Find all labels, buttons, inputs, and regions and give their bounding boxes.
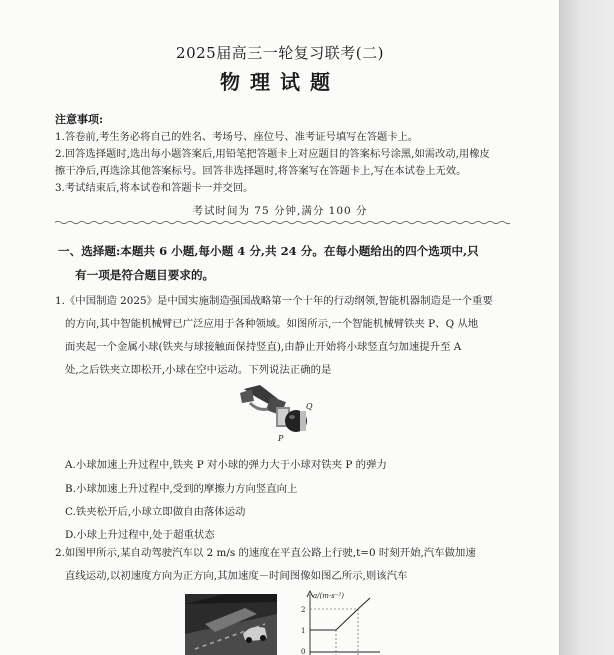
graph-ytick: 1 [301, 627, 306, 635]
question-2-line: 直线运动,以初速度方向为正方向,其加速度－时间图像如图乙所示,则该汽车 [65, 570, 408, 582]
question-1-line: 的方向,其中智能机械臂已广泛应用于各种领域。如图所示,一个智能机械臂铁夹 P、Q 从地 [65, 318, 479, 330]
graph-ylabel: a/(m·s⁻²) [313, 592, 344, 600]
graph-ytick: 0 [301, 648, 306, 655]
robot-arm-figure [238, 381, 318, 451]
wavy-divider [55, 220, 510, 225]
question-1-line: 1.《中国制造 2025》是中国实施制造强国战略第一个十年的行动纲领,智能机器制造是一个重要 [55, 295, 493, 307]
note-line: 擦干净后,再选涂其他答案标号。回答非选择题时,将答案写在答题卡上,写在本试卷上无效。 [55, 165, 467, 177]
option-b: B.小球加速上升过程中,受到的摩擦力方向竖直向上 [65, 483, 298, 495]
note-line: 1.答卷前,考生务必将自己的姓名、考场号、座位号、准考证号填写在答题卡上。 [55, 131, 419, 143]
page-edge [560, 0, 614, 655]
acceleration-time-graph [290, 588, 380, 655]
car-photo-figure [185, 594, 277, 655]
section-heading-cont: 有一项是符合题目要求的。 [75, 268, 215, 282]
option-a: A.小球加速上升过程中,铁夹 P 对小球的弹力大于小球对铁夹 P 的弹力 [65, 459, 387, 471]
question-1-line: 处,之后铁夹立即松开,小球在空中运动。下列说法正确的是 [65, 364, 332, 376]
label-p: P [278, 434, 284, 443]
label-q: Q [306, 402, 313, 411]
exam-title: 2025届高三一轮复习联考(二) [176, 44, 384, 62]
subject-title: 物理试题 [220, 70, 340, 94]
notes-heading: 注意事项: [55, 113, 104, 126]
question-2-line: 2.如图甲所示,某自动驾驶汽车以 2 m/s 的速度在平直公路上行驶,t=0 时刻开始,汽车做加速 [55, 547, 476, 559]
graph-ytick: 2 [301, 606, 306, 614]
note-line: 3.考试结束后,将本试卷和答题卡一并交回。 [55, 182, 254, 194]
exam-time-info: 考试时间为 75 分钟,满分 100 分 [192, 205, 368, 217]
note-line: 2.回答选择题时,选出每小题答案后,用铅笔把答题卡上对应题目的答案标号涂黑,如需改动,用橡皮 [55, 148, 490, 160]
option-d: D.小球上升过程中,处于超重状态 [65, 529, 215, 541]
question-1-line: 面夹起一个金属小球(铁夹与球接触面保持竖直),由静止开始将小球竖直匀加速提升至 A [65, 341, 462, 353]
option-c: C.铁夹松开后,小球立即做自由落体运动 [65, 506, 246, 518]
section-heading: 一、选择题:本题共 6 小题,每小题 4 分,共 24 分。在每小题给出的四个选项中,只 [58, 244, 479, 258]
